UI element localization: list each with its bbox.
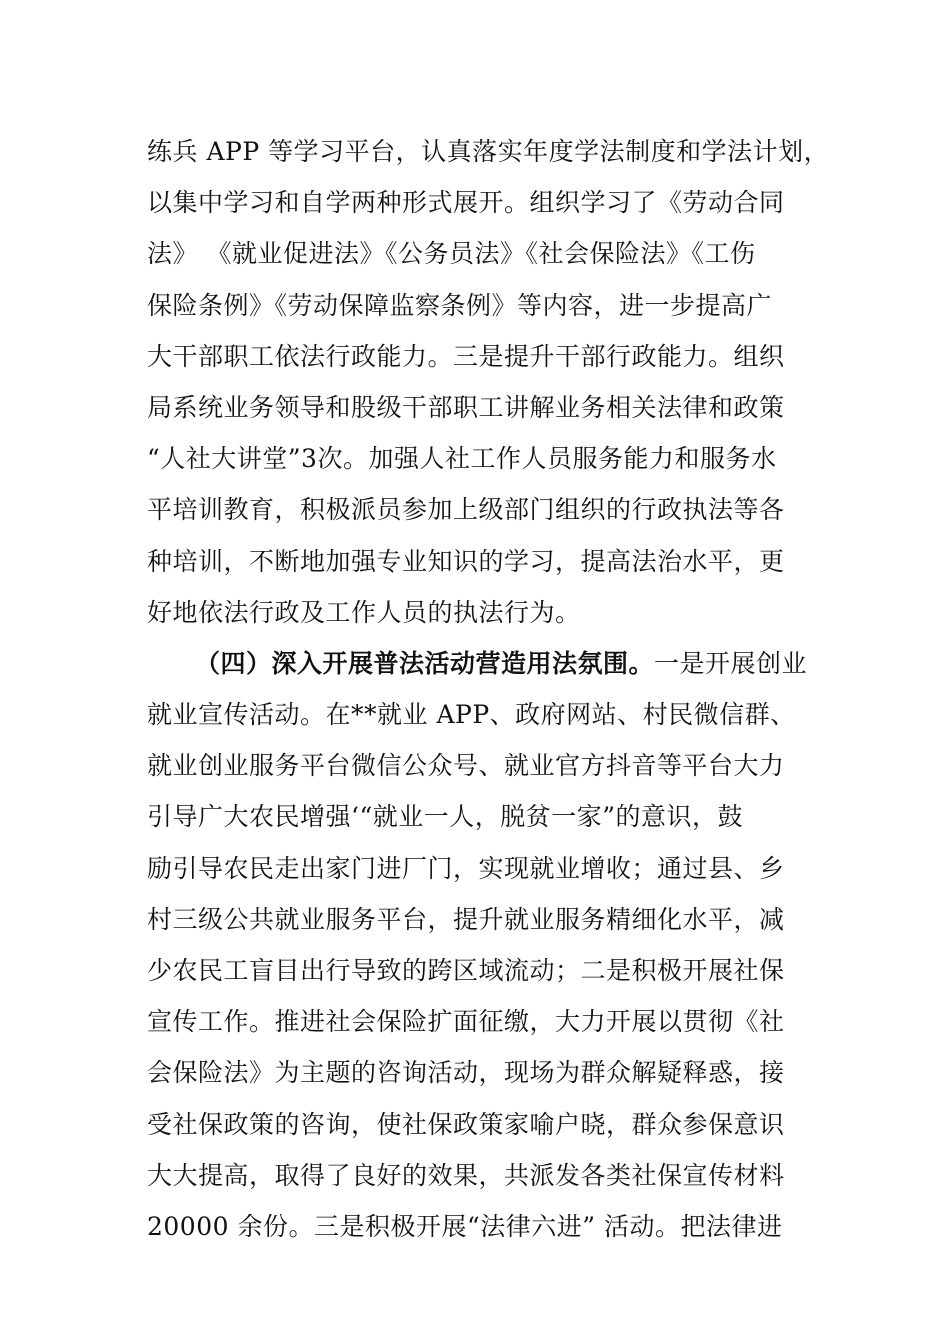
text-line: 以集中学习和自学两种形式展开。组织学习了《劳动合同 [147,188,785,218]
body-text [147,126,847,1252]
text-line: 保险条例》《劳动保障监察条例》等内容，进一步提高广 [147,290,773,320]
text-line: 宣传工作。推进社会保险扩面征缴，大力开展以贯彻《社 [147,1007,785,1037]
text-line: 励引导农民走出家门进厂门，实现就业增收；通过县、乡 [147,853,785,883]
section-first-line [147,638,847,689]
text-line: “人社大讲堂”3次。加强人社工作人员服务能力和服务水 [147,444,777,474]
text-line: 会保险法》为主题的咨询活动，现场为群众解疑释惑，接 [147,1058,785,1088]
text-line: 引导广大农民增强‘“就业一人，脱贫一家”的意识，鼓 [147,802,744,832]
section-heading: （四）深入开展普法活动营造用法氛围。 [195,648,655,678]
text-line: 平培训教育，积极派员参加上级部门组织的行政执法等各 [147,495,785,525]
text-line: 大大提高，取得了良好的效果，共派发各类社保宣传材料 [147,1160,785,1190]
text-line: 就业创业服务平台微信公众号、就业官方抖音等平台大力 [147,751,785,781]
text-line: 练兵 APP 等学习平台，认真落实年度学法制度和学法计划， [147,137,830,166]
text-line: 20000 余份。三是积极开展“法律六进” 活动。把法律进 [147,1211,783,1241]
text-line: 受社保政策的咨询，使社保政策家喻户晓，群众参保意识 [147,1109,785,1139]
text-line: 少农民工盲目出行导致的跨区域流动；二是积极开展社保 [147,956,785,985]
text-line: 种培训，不断地加强专业知识的学习，提高法治水平，更 [147,546,785,576]
text-line: 就业宣传活动。在**就业 APP、政府网站、村民微信群、 [147,700,796,730]
text-line: 村三级公共就业服务平台，提升就业服务精细化水平，减 [147,904,785,934]
text-line: 好地依法行政及工作人员的执法行为。 [147,597,581,627]
text-line: 局系统业务领导和股级干部职工讲解业务相关法律和政策 [147,392,785,422]
section-first-line-rest: 一是开展创业 [654,648,808,678]
text-line: 法》 《就业促进法》《公务员法》《社会保险法》《工伤 [147,239,756,269]
text-line: 大干部职工依法行政能力。三是提升干部行政能力。组织 [147,341,785,371]
